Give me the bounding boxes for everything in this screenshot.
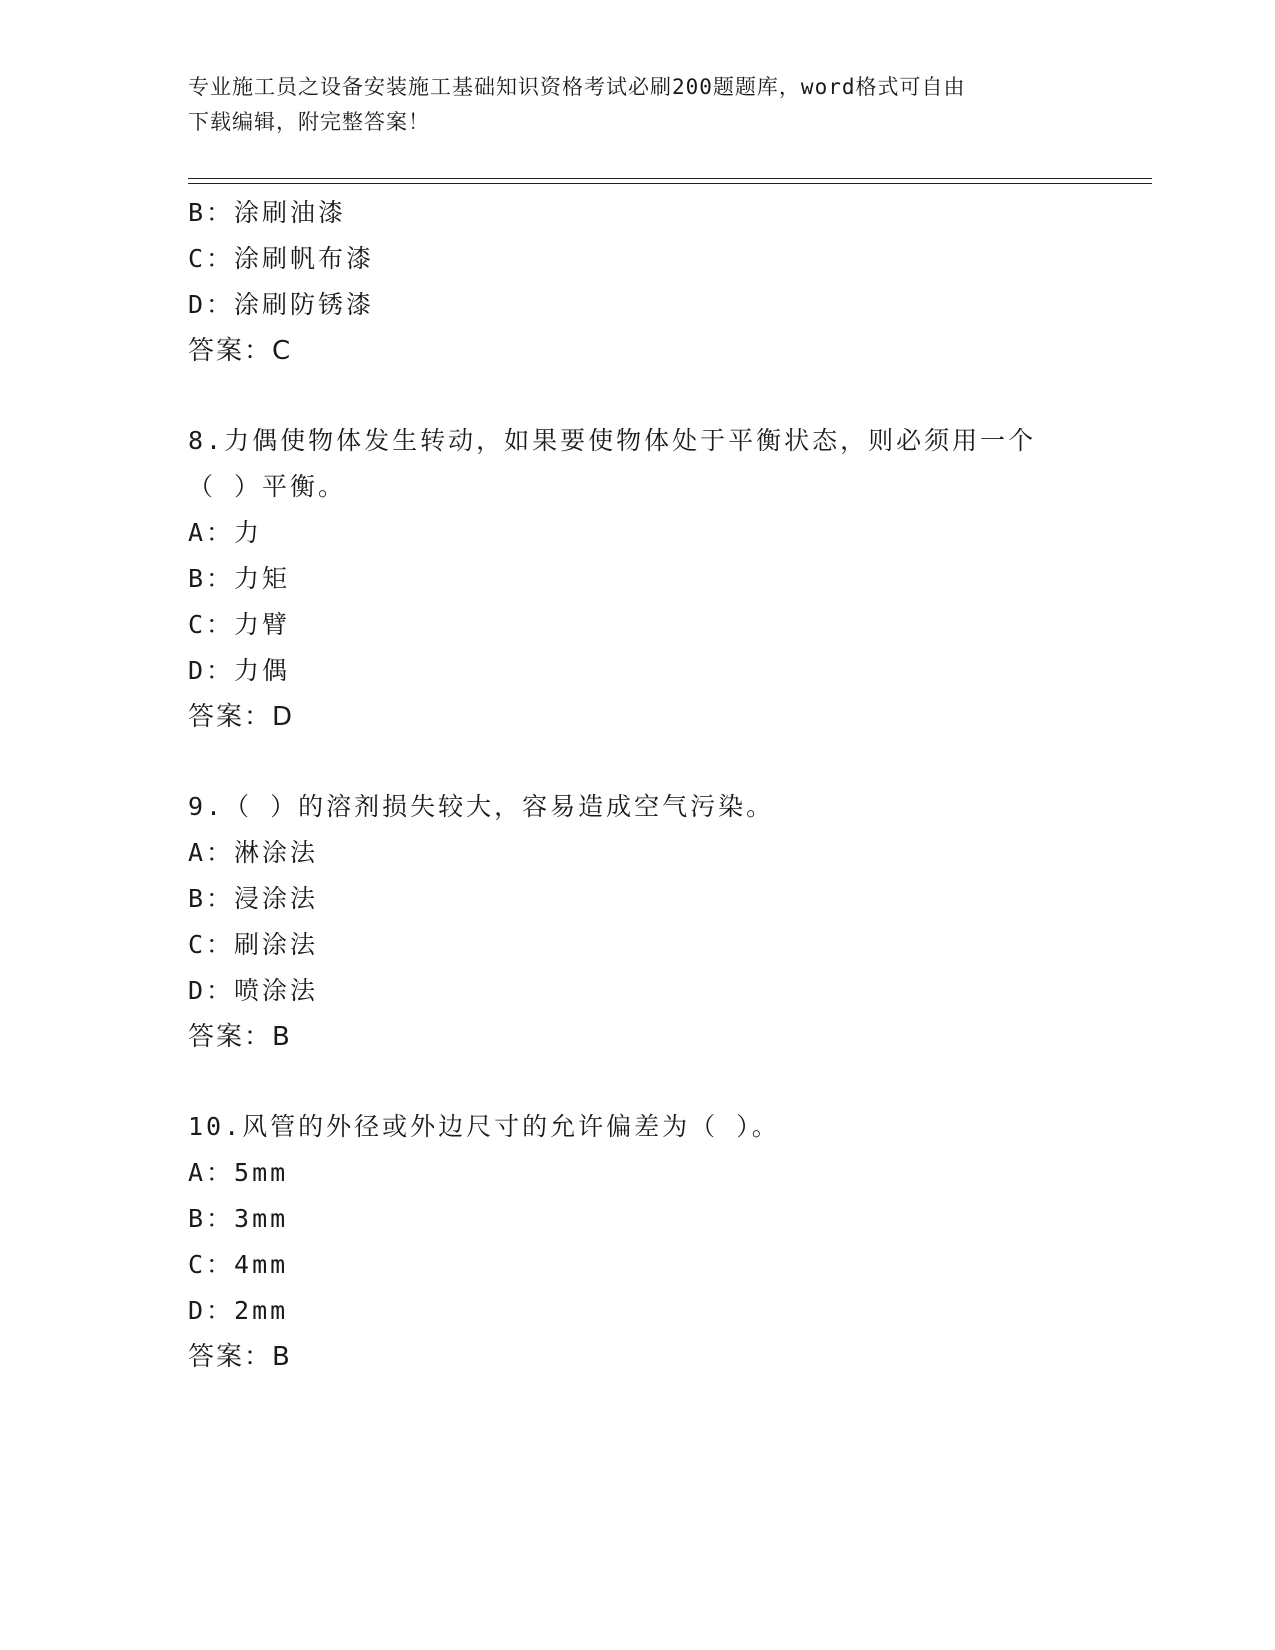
option-d: D：力偶	[188, 656, 291, 685]
option-b: B：涂刷油漆	[188, 198, 347, 227]
option-a: A：5mm	[188, 1158, 289, 1187]
option-d: D：涂刷防锈漆	[188, 290, 375, 319]
question-7	[188, 190, 1088, 374]
question-9	[188, 784, 1088, 1060]
answer-line: 答案：B	[188, 1342, 292, 1372]
option-c: C：力臂	[188, 610, 291, 639]
option-a: A：力	[188, 518, 263, 547]
header-divider-top	[188, 178, 1152, 179]
question-8	[188, 418, 1088, 740]
answer-line: 答案：D	[188, 702, 295, 732]
header-title-line-1: 专业施工员之设备安装施工基础知识资格考试必刷200题题库，word格式可自由	[188, 75, 966, 99]
answer-line: 答案：B	[188, 1022, 292, 1052]
option-a: A：淋涂法	[188, 838, 319, 867]
question-10	[188, 1104, 1088, 1380]
document-header	[188, 70, 1068, 140]
option-d: D：喷涂法	[188, 976, 319, 1005]
answer-line: 答案：C	[188, 336, 293, 366]
question-list	[188, 190, 1088, 1380]
header-divider-bottom	[188, 183, 1152, 184]
option-b: B：3mm	[188, 1204, 289, 1233]
option-c: C：刷涂法	[188, 930, 319, 959]
header-title-line-2: 下载编辑，附完整答案！	[188, 110, 430, 134]
option-b: B：力矩	[188, 564, 291, 593]
question-stem-line-2: （ ）平衡。	[188, 472, 347, 501]
question-stem-line-1: 9.（ ）的溶剂损失较大，容易造成空气污染。	[188, 792, 775, 821]
option-c: C：4mm	[188, 1250, 289, 1279]
option-c: C：涂刷帆布漆	[188, 244, 375, 273]
question-stem-line-1: 10.风管的外径或外边尺寸的允许偏差为（ ）。	[188, 1112, 780, 1141]
option-b: B：浸涂法	[188, 884, 319, 913]
option-d: D：2mm	[188, 1296, 289, 1325]
question-stem-line-1: 8.力偶使物体发生转动，如果要使物体处于平衡状态，则必须用一个	[188, 426, 1037, 455]
